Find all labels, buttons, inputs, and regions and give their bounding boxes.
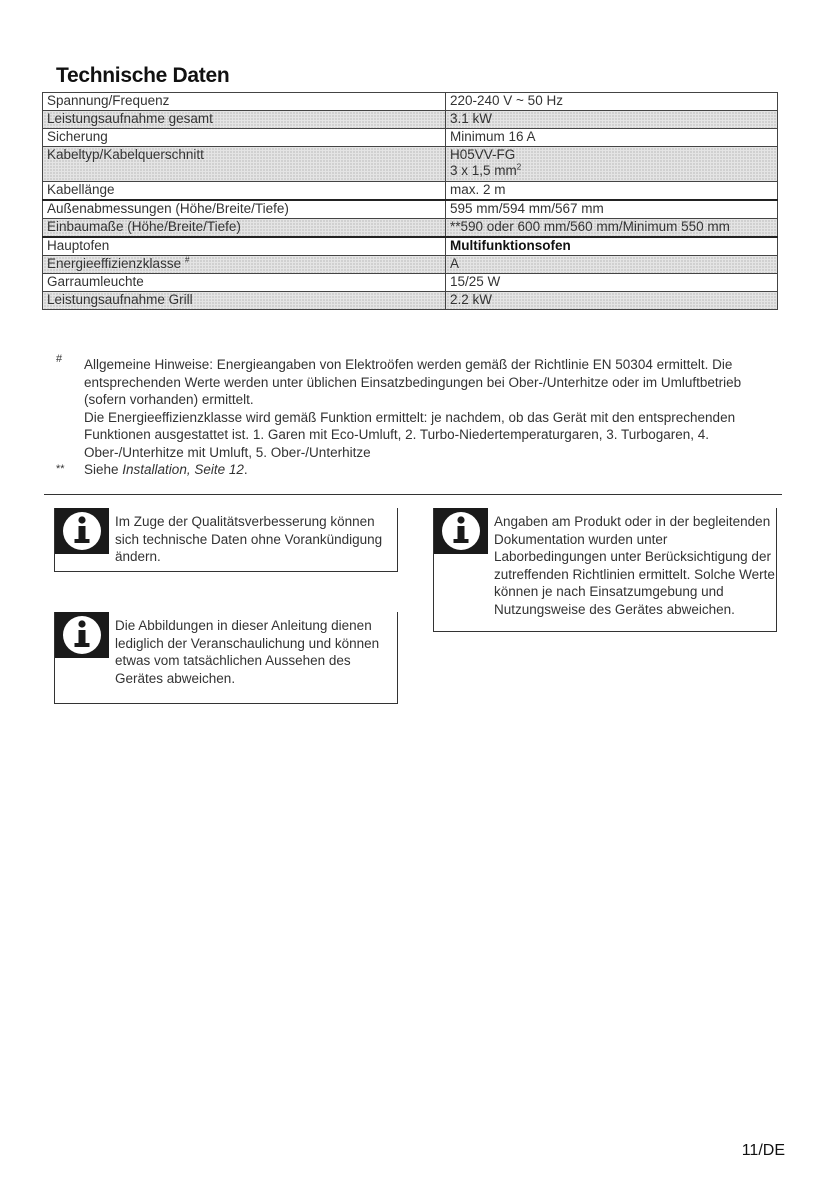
info-text: Angaben am Produkt oder in der begleitenden Dokumentation wurden unter Laborbedingungen unter Berücksichtigung der zutreffenden Richtlinien ermittelt. Solche Werte können je nach Einsatzumgebung und Nutzungsweise des Gerätes abweichen. (494, 514, 775, 617)
page-title: Technische Daten (56, 64, 230, 87)
table-row (43, 182, 778, 201)
spec-label: Leistungsaufnahme Grill (43, 292, 446, 310)
footnote-hash (56, 353, 780, 461)
table-row (43, 237, 778, 256)
spec-value: **590 oder 600 mm/560 mm/Minimum 550 mm (446, 219, 778, 238)
spec-label: Garraumleuchte (43, 274, 446, 292)
info-box (433, 508, 777, 632)
spec-value: Minimum 16 A (446, 129, 778, 147)
spec-value-cable (446, 147, 778, 182)
info-box (54, 612, 398, 704)
table-row (43, 256, 778, 274)
spec-value: 595 mm/594 mm/567 mm (446, 200, 778, 219)
spec-value-cross-section (450, 163, 773, 179)
divider (44, 494, 782, 495)
footnote-prefix: Siehe (84, 462, 123, 477)
table-row (43, 147, 778, 182)
info-text: Die Abbildungen in dieser Anleitung dienen lediglich der Veranschaulichung und können etwas vom tatsächlichen Aussehen des Gerätes abweichen. (115, 618, 380, 686)
spec-value: H05VV-FG (450, 147, 516, 162)
table-row (43, 219, 778, 238)
spec-value: 3.1 kW (446, 111, 778, 129)
footnotes (56, 353, 780, 479)
spec-value: max. 2 m (446, 182, 778, 201)
spec-label: Leistungsaufnahme gesamt (43, 111, 446, 129)
spec-label: Kabellänge (43, 182, 446, 201)
cross-section-text: 3 x 1,5 mm (450, 163, 517, 178)
spec-value: 2.2 kW (446, 292, 778, 310)
footnote-paragraph: Allgemeine Hinweise: Energieangaben von Elektroöfen werden gemäß der Richtlinie EN 50304 ermittelt. Die entsprechenden Werte werden unter üblichen Einsatzbedingungen bei Ober-/Unterhitze oder im Umluftbetrieb (sofern vorhanden) ermittelt. (84, 357, 742, 407)
footnote-mark: # (184, 255, 190, 265)
spec-label: Hauptofen (43, 237, 446, 256)
info-box (54, 508, 398, 572)
info-text: Im Zuge der Qualitätsverbesserung können sich technische Daten ohne Vorankündigung ändern. (115, 514, 383, 564)
spec-label: Außenabmessungen (Höhe/Breite/Tiefe) (43, 200, 446, 219)
spec-label: Sicherung (43, 129, 446, 147)
table-row (43, 93, 778, 111)
spec-label: Energieeffizienzklasse (47, 256, 182, 271)
info-icon (434, 508, 488, 554)
footnote-paragraph: Die Energieeffizienzklasse wird gemäß Funktion ermittelt: je nachdem, ob das Gerät mit den entsprechenden Funktionen ausgestattet ist. 1. Garen mit Eco-Umluft, 2. Turbo-Niedertemperaturgaren, 3. Turbogaren, 4. Ober-/Unterhitze mit Umluft, 5. Ober-/Unterhitze (84, 409, 736, 460)
spec-value: Multifunktionsofen (446, 237, 778, 256)
footnote-reference: Installation, Seite 12 (122, 462, 244, 477)
page-number: 11/DE (741, 1142, 785, 1159)
spec-value: 220-240 V ~ 50 Hz (446, 93, 778, 111)
spec-label: Kabeltyp/Kabelquerschnitt (43, 147, 446, 182)
info-icon (55, 612, 109, 658)
footnote-double-star (56, 461, 780, 479)
superscript: 2 (516, 162, 522, 172)
footnote-mark: # (56, 353, 63, 365)
table-row (43, 129, 778, 147)
table-row (43, 200, 778, 219)
spec-value: A (446, 256, 778, 274)
table-row (43, 292, 778, 310)
spec-label: Spannung/Frequenz (43, 93, 446, 111)
table-row (43, 274, 778, 292)
info-icon (55, 508, 109, 554)
spec-value: 15/25 W (446, 274, 778, 292)
footnote-mark: ** (56, 463, 65, 475)
footnote-suffix: . (243, 462, 248, 477)
table-row (43, 111, 778, 129)
spec-table (42, 92, 778, 310)
spec-label-energy (43, 256, 446, 274)
spec-label: Einbaumaße (Höhe/Breite/Tiefe) (43, 219, 446, 238)
